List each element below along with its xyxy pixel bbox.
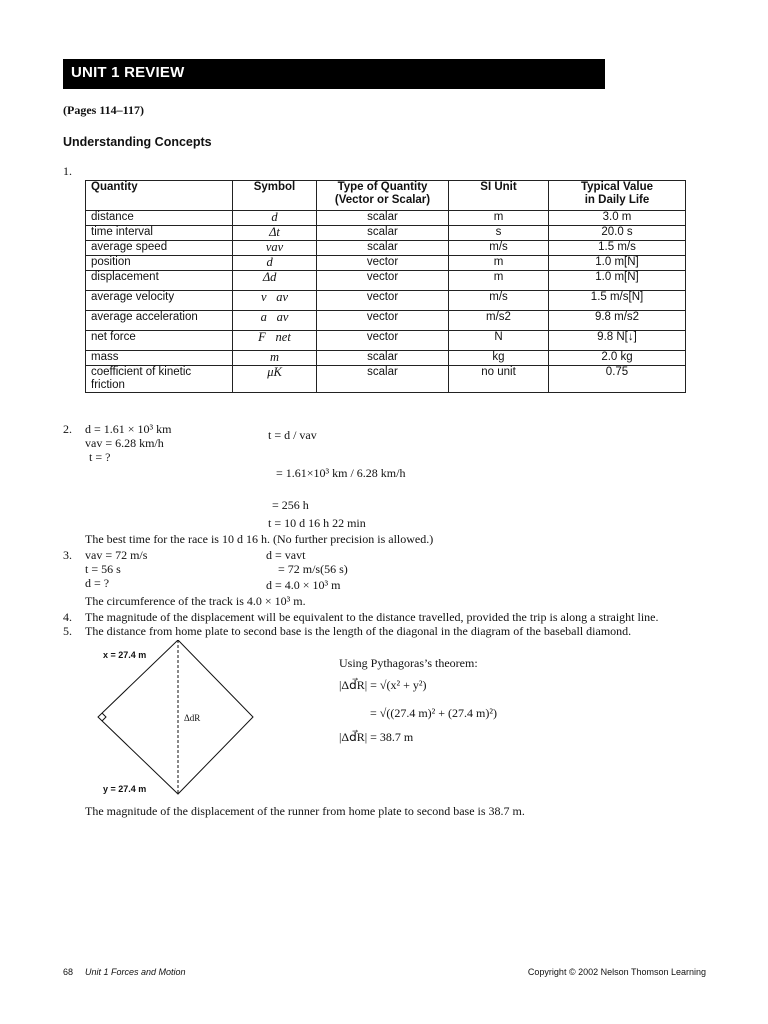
cell-quantity: net force: [86, 331, 233, 351]
cell-type: vector: [317, 271, 449, 291]
cell-quantity: coefficient of kinetic friction: [86, 366, 233, 393]
cell-type: scalar: [317, 366, 449, 393]
table-row: [86, 291, 686, 311]
q4-number: 4.: [63, 610, 72, 624]
q5-solution-final: |Δd⃗R| = 38.7 m: [339, 730, 414, 744]
cell-symbol: Δd⃗: [233, 271, 317, 291]
cell-value: 20.0 s: [549, 226, 686, 241]
cell-unit: m: [449, 271, 549, 291]
q2-solution-substitution: = 1.61×10³ km / 6.28 km/h: [276, 466, 406, 480]
q2-given-t: t = ?: [89, 450, 111, 464]
q3-conclusion: The circumference of the track is 4.0 × 10³ m.: [85, 594, 306, 608]
q2-solution-result: = 256 h: [272, 498, 309, 512]
cell-value: 9.8 N[↓]: [549, 331, 686, 351]
q2-given-d: d = 1.61 × 10³ km: [85, 422, 172, 436]
cell-unit: m: [449, 256, 549, 271]
q2-solution-formula: t = d / vav: [268, 428, 317, 442]
cell-type: scalar: [317, 226, 449, 241]
q5-solution-formula: |Δd⃗R| = √(x² + y²): [339, 678, 427, 692]
cell-value: 1.5 m/s[N]: [549, 291, 686, 311]
cell-value: 3.0 m: [549, 211, 686, 226]
cell-symbol: d: [233, 211, 317, 226]
cell-quantity: average speed: [86, 241, 233, 256]
cell-type: vector: [317, 291, 449, 311]
col-header-type-line2: (Vector or Scalar): [334, 194, 431, 206]
col-header-value-line1: Typical Value: [580, 181, 653, 193]
section-title: Understanding Concepts: [63, 135, 212, 149]
cell-symbol: vav: [233, 241, 317, 256]
table-row: [86, 311, 686, 331]
cell-quantity: time interval: [86, 226, 233, 241]
cell-symbol: Δt: [233, 226, 317, 241]
table-header-row: [86, 181, 686, 211]
q5-conclusion: The magnitude of the displacement of the runner from home plate to second base is 38.7 m.: [85, 804, 525, 818]
table-row: [86, 226, 686, 241]
unit-title: UNIT 1 REVIEW: [71, 64, 185, 81]
cell-unit: N: [449, 331, 549, 351]
cell-type: scalar: [317, 241, 449, 256]
cell-quantity: average velocity: [86, 291, 233, 311]
q3-given-t: t = 56 s: [85, 562, 121, 576]
cell-value: 0.75: [549, 366, 686, 393]
table-row: [86, 271, 686, 291]
right-angle-marker: [102, 713, 106, 721]
q5-method: Using Pythagoras’s theorem:: [339, 656, 478, 670]
table-row: [86, 256, 686, 271]
cell-quantity: average acceleration: [86, 311, 233, 331]
diagram-diag-label: ΔdR: [184, 713, 201, 723]
table-row: [86, 211, 686, 226]
footer-page-number: 68: [63, 967, 74, 977]
q3-given-vav: vav = 72 m/s: [85, 548, 148, 562]
q3-solution-substitution: = 72 m/s(56 s): [278, 562, 348, 576]
q5-text: The distance from home plate to second base is the length of the diagonal in the diagram of the baseball diamond.: [85, 624, 632, 638]
q2-conclusion: The best time for the race is 10 d 16 h. (No further precision is allowed.): [85, 532, 434, 546]
q3-solution-final: d = 4.0 × 10³ m: [266, 578, 341, 592]
cell-symbol: F⃗net: [233, 331, 317, 351]
cell-unit: kg: [449, 351, 549, 366]
table-row: [86, 351, 686, 366]
cell-symbol: m: [233, 351, 317, 366]
col-header-value: [549, 181, 686, 211]
cell-unit: m/s2: [449, 311, 549, 331]
cell-unit: m/s: [449, 241, 549, 256]
cell-value: 9.8 m/s2: [549, 311, 686, 331]
cell-quantity: position: [86, 256, 233, 271]
table-row: [86, 331, 686, 351]
q4-text: The magnitude of the displacement will be equivalent to the distance travelled, provided the trip is along a straight line.: [85, 610, 659, 624]
pages-reference: (Pages 114–117): [63, 103, 144, 117]
cell-symbol: μK: [233, 366, 317, 393]
diamond-outline: [98, 640, 253, 794]
diagram-y-label: y = 27.4 m: [103, 784, 147, 794]
cell-quantity: mass: [86, 351, 233, 366]
cell-symbol: v⃗av: [233, 291, 317, 311]
q3-number: 3.: [63, 548, 72, 562]
cell-quantity: displacement: [86, 271, 233, 291]
footer-unit-text: Unit 1 Forces and Motion: [85, 967, 186, 977]
q5-solution-substitution: = √((27.4 m)² + (27.4 m)²): [370, 706, 497, 720]
cell-symbol: d⃗: [233, 256, 317, 271]
cell-type: vector: [317, 311, 449, 331]
table-row: [86, 241, 686, 256]
cell-symbol: a⃗av: [233, 311, 317, 331]
cell-type: vector: [317, 256, 449, 271]
cell-value: 1.5 m/s: [549, 241, 686, 256]
cell-unit: no unit: [449, 366, 549, 393]
col-header-unit: SI Unit: [449, 181, 549, 211]
diagram-x-label: x = 27.4 m: [103, 650, 147, 660]
cell-type: scalar: [317, 211, 449, 226]
col-header-type: [317, 181, 449, 211]
cell-unit: s: [449, 226, 549, 241]
q2-solution-final: t = 10 d 16 h 22 min: [268, 516, 366, 530]
q1-number: 1.: [63, 164, 72, 178]
quantities-table: [85, 180, 686, 393]
footer-copyright: Copyright © 2002 Nelson Thomson Learning: [527, 967, 706, 977]
cell-value: 2.0 kg: [549, 351, 686, 366]
col-header-value-line2: in Daily Life: [584, 194, 650, 206]
unit-header-bar: [63, 59, 605, 89]
cell-unit: m: [449, 211, 549, 226]
cell-type: scalar: [317, 351, 449, 366]
q3-given-d: d = ?: [85, 576, 110, 590]
col-header-quantity: Quantity: [86, 181, 233, 211]
cell-value: 1.0 m[N]: [549, 256, 686, 271]
q2-given-vav: vav = 6.28 km/h: [85, 436, 164, 450]
col-header-symbol: Symbol: [233, 181, 317, 211]
q3-solution-formula: d = vavt: [266, 548, 306, 562]
cell-type: vector: [317, 331, 449, 351]
q5-number: 5.: [63, 624, 72, 638]
col-header-type-line1: Type of Quantity: [337, 181, 428, 193]
cell-unit: m/s: [449, 291, 549, 311]
cell-value: 1.0 m[N]: [549, 271, 686, 291]
table-row: [86, 366, 686, 393]
cell-quantity: distance: [86, 211, 233, 226]
q2-number: 2.: [63, 422, 72, 436]
